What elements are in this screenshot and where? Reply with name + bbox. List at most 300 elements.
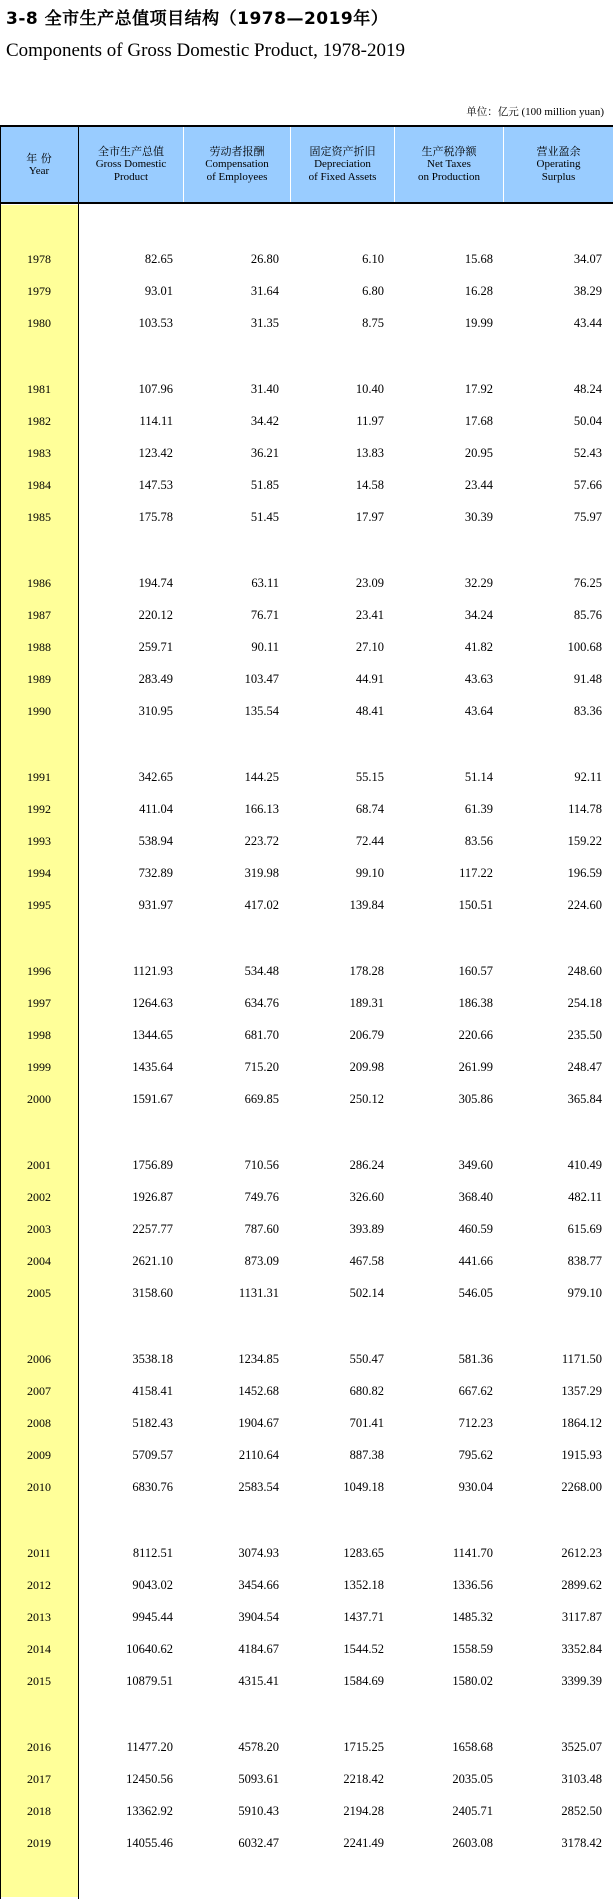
row-gdp-value: 6830.76 [132, 1480, 173, 1495]
row-operating-surplus-value: 76.25 [573, 575, 602, 590]
header-gdp-en-1: Gross Domestic [95, 158, 167, 170]
row-gdp-value: 1926.87 [132, 1189, 173, 1204]
header-year-cn: 年 份 [26, 151, 52, 165]
header-net-taxes-cn: 生产税净额 [421, 145, 477, 158]
row-operating-surplus-value: 196.59 [567, 866, 602, 881]
row-compensation-value: 3904.54 [238, 1610, 279, 1624]
row-depreciation-value: 680.82 [349, 1383, 384, 1398]
row-operating-surplus-value: 43.44 [573, 316, 602, 331]
row-year: 2014 [27, 1642, 51, 1657]
header-year-en: Year [28, 164, 50, 177]
table-row [0, 825, 613, 857]
table-row [0, 1343, 613, 1375]
row-net-taxes-value: 1658.68 [452, 1739, 493, 1754]
row-operating-surplus-value: 48.24 [573, 381, 602, 396]
row-operating-surplus-value: 159.22 [567, 834, 602, 848]
row-year: 2011 [27, 1545, 51, 1560]
row-net-taxes-value: 51.14 [464, 769, 493, 784]
row-operating-surplus-value: 38.29 [573, 284, 602, 299]
row-depreciation-value: 68.74 [355, 801, 384, 816]
row-compensation-value: 1234.85 [238, 1351, 279, 1366]
row-compensation-value: 5093.61 [238, 1771, 279, 1786]
row-net-taxes-value: 2603.08 [452, 1836, 493, 1851]
row-year: 2016 [27, 1739, 51, 1754]
row-operating-surplus-value: 52.43 [573, 446, 602, 460]
row-compensation-value: 417.02 [244, 898, 279, 913]
row-operating-surplus-value: 224.60 [567, 898, 602, 913]
row-year: 1982 [27, 413, 51, 428]
row-net-taxes-value: 19.99 [464, 316, 493, 331]
row-year: 1984 [27, 478, 51, 493]
table-row [0, 243, 613, 275]
row-operating-surplus-value: 838.77 [567, 1254, 602, 1269]
row-depreciation-value: 48.41 [355, 704, 384, 719]
row-operating-surplus-value: 91.48 [573, 672, 602, 687]
table-row [0, 1471, 613, 1503]
row-net-taxes-value: 261.99 [458, 1060, 493, 1075]
row-operating-surplus-value: 235.50 [567, 1028, 602, 1042]
row-compensation-value: 715.20 [244, 1060, 279, 1075]
row-gdp-value: 93.01 [144, 284, 173, 299]
row-year: 1990 [27, 704, 51, 719]
row-gdp-value: 9945.44 [132, 1610, 173, 1624]
row-net-taxes-value: 305.86 [458, 1092, 493, 1107]
row-year: 1993 [27, 834, 51, 848]
row-operating-surplus-value: 50.04 [573, 413, 602, 428]
row-operating-surplus-value: 254.18 [567, 995, 602, 1010]
row-gdp-value: 220.12 [138, 607, 173, 622]
row-depreciation-value: 2218.42 [343, 1771, 384, 1786]
row-depreciation-value: 502.14 [349, 1286, 384, 1301]
row-year: 2006 [27, 1351, 51, 1366]
row-year: 2003 [27, 1222, 51, 1236]
row-operating-surplus-value: 34.07 [573, 252, 602, 266]
row-compensation-value: 749.76 [244, 1189, 279, 1204]
row-gdp-value: 82.65 [144, 252, 173, 266]
row-compensation-value: 51.85 [250, 478, 279, 493]
row-gdp-value: 1756.89 [132, 1157, 173, 1172]
row-depreciation-value: 209.98 [349, 1060, 384, 1075]
row-gdp-value: 1591.67 [132, 1092, 173, 1107]
row-compensation-value: 31.64 [250, 284, 279, 299]
header-operating-surplus-en-2: Surplus [541, 171, 576, 183]
table-row [0, 1407, 613, 1439]
row-operating-surplus-value: 1357.29 [561, 1383, 602, 1398]
row-compensation-value: 669.85 [244, 1092, 279, 1107]
row-operating-surplus-value: 3399.39 [561, 1674, 602, 1689]
row-depreciation-value: 1049.18 [343, 1480, 384, 1495]
row-net-taxes-value: 16.28 [464, 284, 493, 299]
row-gdp-value: 9043.02 [132, 1577, 173, 1592]
row-year: 2004 [27, 1254, 51, 1269]
table-row [0, 1731, 613, 1763]
table-row [0, 437, 613, 469]
table-row [0, 1827, 613, 1859]
row-compensation-value: 26.80 [250, 252, 279, 266]
row-compensation-value: 135.54 [244, 704, 279, 719]
row-operating-surplus-value: 248.60 [567, 963, 602, 978]
row-year: 2002 [27, 1189, 51, 1204]
row-gdp-value: 1121.93 [132, 963, 173, 978]
row-operating-surplus-value: 57.66 [573, 478, 602, 493]
row-net-taxes-value: 34.24 [464, 607, 493, 622]
header-operating-surplus [504, 127, 613, 202]
table-row [0, 501, 613, 533]
row-depreciation-value: 1544.52 [343, 1642, 384, 1657]
header-depreciation [291, 127, 394, 202]
row-year: 2015 [27, 1674, 51, 1689]
row-year: 1985 [27, 510, 51, 525]
header-operating-surplus-cn: 营业盈余 [536, 145, 581, 158]
table-row [0, 469, 613, 501]
row-operating-surplus-value: 3103.48 [561, 1771, 602, 1786]
row-compensation-value: 634.76 [244, 995, 279, 1010]
row-year: 1981 [27, 381, 51, 396]
row-operating-surplus-value: 2268.00 [561, 1480, 602, 1495]
row-compensation-value: 787.60 [244, 1222, 279, 1236]
row-compensation-value: 3074.93 [238, 1545, 279, 1560]
row-compensation-value: 31.35 [250, 316, 279, 331]
row-gdp-value: 14055.46 [126, 1836, 173, 1851]
row-year: 2009 [27, 1448, 51, 1463]
row-depreciation-value: 887.38 [349, 1448, 384, 1463]
row-net-taxes-value: 23.44 [464, 478, 493, 493]
row-year: 1999 [27, 1060, 51, 1075]
row-operating-surplus-value: 114.78 [568, 801, 602, 816]
row-operating-surplus-value: 410.49 [567, 1157, 602, 1172]
row-depreciation-value: 14.58 [355, 478, 384, 493]
row-gdp-value: 5709.57 [132, 1448, 173, 1463]
row-net-taxes-value: 17.68 [464, 413, 493, 428]
row-operating-surplus-value: 2852.50 [561, 1804, 602, 1818]
row-depreciation-value: 2241.49 [343, 1836, 384, 1851]
row-gdp-value: 10879.51 [126, 1674, 173, 1689]
row-gdp-value: 1264.63 [132, 995, 173, 1010]
header-net-taxes [395, 127, 503, 202]
table-row [0, 1439, 613, 1471]
table-top-rule [0, 125, 613, 127]
row-depreciation-value: 701.41 [349, 1416, 384, 1430]
row-gdp-value: 11477.20 [126, 1739, 173, 1754]
row-depreciation-value: 72.44 [355, 834, 384, 848]
row-operating-surplus-value: 75.97 [573, 510, 602, 525]
row-gdp-value: 411.04 [139, 801, 173, 816]
row-net-taxes-value: 2035.05 [452, 1771, 493, 1786]
unit-label-cn: 单位：亿元 [466, 106, 519, 118]
row-compensation-value: 6032.47 [238, 1836, 279, 1851]
table-row [0, 567, 613, 599]
header-gdp [79, 127, 183, 202]
row-net-taxes-value: 581.36 [458, 1351, 493, 1366]
table-row [0, 1245, 613, 1277]
row-net-taxes-value: 150.51 [458, 898, 493, 913]
row-compensation-value: 1131.31 [238, 1286, 279, 1301]
row-depreciation-value: 6.80 [362, 284, 384, 299]
unit-label-en: (100 million yuan) [521, 106, 604, 118]
row-depreciation-value: 1584.69 [343, 1674, 384, 1689]
row-gdp-value: 259.71 [138, 640, 173, 654]
table-row [0, 1537, 613, 1569]
row-compensation-value: 534.48 [244, 963, 279, 978]
table-row [0, 889, 613, 921]
row-depreciation-value: 206.79 [349, 1028, 384, 1042]
table-title-cn: 3-8 全市生产总值项目结构（1978—2019年） [6, 9, 389, 29]
row-year: 1994 [27, 866, 51, 881]
row-net-taxes-value: 220.66 [458, 1028, 493, 1042]
row-year: 2012 [27, 1577, 51, 1592]
row-depreciation-value: 44.91 [355, 672, 384, 687]
row-depreciation-value: 467.58 [349, 1254, 384, 1269]
row-operating-surplus-value: 1864.12 [561, 1416, 602, 1430]
header-depreciation-cn: 固定资产折旧 [309, 145, 376, 158]
row-net-taxes-value: 43.64 [464, 704, 493, 719]
row-compensation-value: 319.98 [244, 866, 279, 881]
header-compensation-cn: 劳动者报酬 [209, 145, 265, 158]
row-gdp-value: 8112.51 [132, 1545, 173, 1560]
row-depreciation-value: 17.97 [355, 510, 384, 525]
row-gdp-value: 147.53 [138, 478, 173, 493]
row-year: 1983 [27, 446, 51, 460]
row-net-taxes-value: 1141.70 [452, 1545, 493, 1560]
table-header [0, 127, 613, 202]
row-gdp-value: 931.97 [138, 898, 173, 913]
table-row [0, 857, 613, 889]
row-net-taxes-value: 30.39 [464, 510, 493, 525]
table-row [0, 1213, 613, 1245]
row-net-taxes-value: 930.04 [458, 1480, 493, 1495]
table-title-en: Components of Gross Domestic Product, 1978-2019 [6, 40, 405, 61]
table-row [0, 1375, 613, 1407]
row-compensation-value: 4315.41 [238, 1674, 279, 1689]
row-net-taxes-value: 117.22 [459, 866, 493, 881]
row-depreciation-value: 286.24 [349, 1157, 384, 1172]
header-compensation-en-1: Compensation [205, 158, 269, 170]
row-compensation-value: 144.25 [244, 769, 279, 784]
row-year: 1997 [27, 995, 51, 1010]
row-operating-surplus-value: 2612.23 [561, 1545, 602, 1560]
row-gdp-value: 283.49 [138, 672, 173, 687]
header-operating-surplus-en-1: Operating [536, 158, 581, 170]
table-row [0, 955, 613, 987]
row-depreciation-value: 1352.18 [343, 1577, 384, 1592]
row-year: 2017 [27, 1771, 51, 1786]
header-year [0, 127, 78, 202]
row-operating-surplus-value: 92.11 [574, 769, 602, 784]
row-year: 1996 [27, 963, 51, 978]
table-row [0, 1277, 613, 1309]
row-depreciation-value: 250.12 [349, 1092, 384, 1107]
row-net-taxes-value: 1336.56 [452, 1577, 493, 1592]
table-row [0, 761, 613, 793]
row-year: 1992 [27, 801, 51, 816]
row-net-taxes-value: 368.40 [458, 1189, 493, 1204]
row-operating-surplus-value: 2899.62 [561, 1577, 602, 1592]
row-year: 1991 [27, 769, 51, 784]
table-row [0, 631, 613, 663]
row-depreciation-value: 393.89 [349, 1222, 384, 1236]
row-depreciation-value: 189.31 [349, 995, 384, 1010]
row-depreciation-value: 10.40 [355, 381, 384, 396]
row-year: 1979 [27, 284, 51, 299]
row-depreciation-value: 550.47 [349, 1351, 384, 1366]
row-net-taxes-value: 20.95 [464, 446, 493, 460]
row-depreciation-value: 27.10 [355, 640, 384, 654]
unit-label [466, 104, 604, 119]
row-gdp-value: 107.96 [138, 381, 173, 396]
row-year: 2007 [27, 1383, 51, 1398]
row-net-taxes-value: 1558.59 [452, 1642, 493, 1657]
row-operating-surplus-value: 3352.84 [561, 1642, 602, 1657]
row-net-taxes-value: 441.66 [458, 1254, 493, 1269]
row-compensation-value: 31.40 [250, 381, 279, 396]
row-operating-surplus-value: 1171.50 [561, 1351, 602, 1366]
row-net-taxes-value: 83.56 [464, 834, 493, 848]
table-row [0, 793, 613, 825]
row-compensation-value: 2583.54 [238, 1480, 279, 1495]
row-compensation-value: 1452.68 [238, 1383, 279, 1398]
table-row [0, 987, 613, 1019]
table-row [0, 1019, 613, 1051]
row-gdp-value: 5182.43 [132, 1416, 173, 1430]
header-depreciation-en-2: of Fixed Assets [308, 171, 377, 183]
row-compensation-value: 76.71 [250, 607, 279, 622]
row-depreciation-value: 1437.71 [343, 1610, 384, 1624]
row-depreciation-value: 23.09 [355, 575, 384, 590]
row-gdp-value: 4158.41 [132, 1383, 173, 1398]
row-operating-surplus-value: 248.47 [567, 1060, 602, 1075]
row-year: 1988 [27, 640, 51, 654]
row-depreciation-value: 1283.65 [343, 1545, 384, 1560]
row-year: 1989 [27, 672, 51, 687]
row-gdp-value: 732.89 [138, 866, 173, 881]
header-depreciation-en-1: Depreciation [314, 158, 371, 170]
row-gdp-value: 114.11 [139, 413, 173, 428]
row-gdp-value: 175.78 [138, 510, 173, 525]
row-net-taxes-value: 17.92 [464, 381, 493, 396]
row-compensation-value: 873.09 [244, 1254, 279, 1269]
row-compensation-value: 103.47 [244, 672, 279, 687]
row-compensation-value: 90.11 [251, 640, 279, 654]
row-operating-surplus-value: 365.84 [567, 1092, 602, 1107]
row-gdp-value: 2257.77 [132, 1222, 173, 1236]
row-compensation-value: 710.56 [244, 1157, 279, 1172]
row-gdp-value: 3538.18 [132, 1351, 173, 1366]
table-row [0, 275, 613, 307]
row-gdp-value: 538.94 [138, 834, 173, 848]
table-row [0, 1051, 613, 1083]
row-compensation-value: 4578.20 [238, 1739, 279, 1754]
row-compensation-value: 3454.66 [238, 1577, 279, 1592]
row-gdp-value: 10640.62 [126, 1642, 173, 1657]
table-header-rule [0, 202, 613, 204]
row-gdp-value: 1344.65 [132, 1028, 173, 1042]
row-compensation-value: 166.13 [244, 801, 279, 816]
row-depreciation-value: 23.41 [355, 607, 384, 622]
row-depreciation-value: 326.60 [349, 1189, 384, 1204]
row-net-taxes-value: 160.57 [458, 963, 493, 978]
row-operating-surplus-value: 482.11 [568, 1189, 602, 1204]
row-operating-surplus-value: 83.36 [573, 704, 602, 719]
row-net-taxes-value: 349.60 [458, 1157, 493, 1172]
table-row [0, 1601, 613, 1633]
row-year: 2019 [27, 1836, 51, 1851]
row-gdp-value: 1435.64 [132, 1060, 173, 1075]
row-gdp-value: 3158.60 [132, 1286, 173, 1301]
row-gdp-value: 194.74 [138, 575, 173, 590]
table-row [0, 1763, 613, 1795]
header-gdp-cn: 全市生产总值 [98, 145, 164, 158]
row-net-taxes-value: 2405.71 [452, 1804, 493, 1818]
row-depreciation-value: 8.75 [362, 316, 384, 331]
row-year: 1986 [27, 575, 51, 590]
row-compensation-value: 681.70 [244, 1028, 279, 1042]
table-row [0, 1083, 613, 1115]
row-compensation-value: 34.42 [250, 413, 279, 428]
row-gdp-value: 13362.92 [126, 1804, 173, 1818]
header-net-taxes-en-1: Net Taxes [427, 158, 471, 170]
row-compensation-value: 36.21 [250, 446, 279, 460]
row-operating-surplus-value: 3178.42 [561, 1836, 602, 1851]
row-depreciation-value: 6.10 [362, 252, 384, 266]
row-net-taxes-value: 43.63 [464, 672, 493, 687]
row-net-taxes-value: 186.38 [458, 995, 493, 1010]
header-gdp-en-2: Product [113, 171, 149, 183]
row-year: 1978 [27, 252, 51, 266]
row-net-taxes-value: 32.29 [464, 575, 493, 590]
row-gdp-value: 310.95 [138, 704, 173, 719]
row-year: 1998 [27, 1028, 51, 1042]
row-compensation-value: 63.11 [251, 575, 279, 590]
row-operating-surplus-value: 3525.07 [561, 1739, 602, 1754]
row-gdp-value: 103.53 [138, 316, 173, 331]
row-depreciation-value: 139.84 [349, 898, 384, 913]
row-operating-surplus-value: 85.76 [573, 607, 602, 622]
row-year: 2018 [27, 1804, 51, 1818]
row-depreciation-value: 178.28 [349, 963, 384, 978]
header-net-taxes-en-2: on Production [417, 171, 481, 183]
row-operating-surplus-value: 3117.87 [561, 1610, 602, 1624]
table-row [0, 1665, 613, 1697]
row-depreciation-value: 99.10 [355, 866, 384, 881]
row-compensation-value: 2110.64 [238, 1448, 279, 1463]
row-operating-surplus-value: 1915.93 [561, 1448, 602, 1463]
table-row [0, 1149, 613, 1181]
row-depreciation-value: 2194.28 [343, 1804, 384, 1818]
row-gdp-value: 12450.56 [126, 1771, 173, 1786]
row-year: 2008 [27, 1416, 51, 1430]
row-year: 1995 [27, 898, 51, 913]
table-row [0, 1181, 613, 1213]
table-row [0, 307, 613, 339]
row-operating-surplus-value: 100.68 [567, 640, 602, 654]
header-compensation-en-2: of Employees [206, 171, 268, 183]
row-year: 2010 [27, 1480, 51, 1495]
row-depreciation-value: 55.15 [355, 769, 384, 784]
row-net-taxes-value: 15.68 [464, 252, 493, 266]
row-net-taxes-value: 712.23 [458, 1416, 493, 1430]
table-row [0, 1569, 613, 1601]
row-compensation-value: 1904.67 [238, 1416, 279, 1430]
row-operating-surplus-value: 979.10 [567, 1286, 602, 1301]
row-net-taxes-value: 41.82 [464, 640, 493, 654]
row-gdp-value: 2621.10 [132, 1254, 173, 1269]
row-compensation-value: 4184.67 [238, 1642, 279, 1657]
row-compensation-value: 5910.43 [238, 1804, 279, 1818]
row-net-taxes-value: 61.39 [464, 801, 493, 816]
row-net-taxes-value: 1580.02 [452, 1674, 493, 1689]
row-gdp-value: 123.42 [138, 446, 173, 460]
row-net-taxes-value: 460.59 [458, 1222, 493, 1236]
